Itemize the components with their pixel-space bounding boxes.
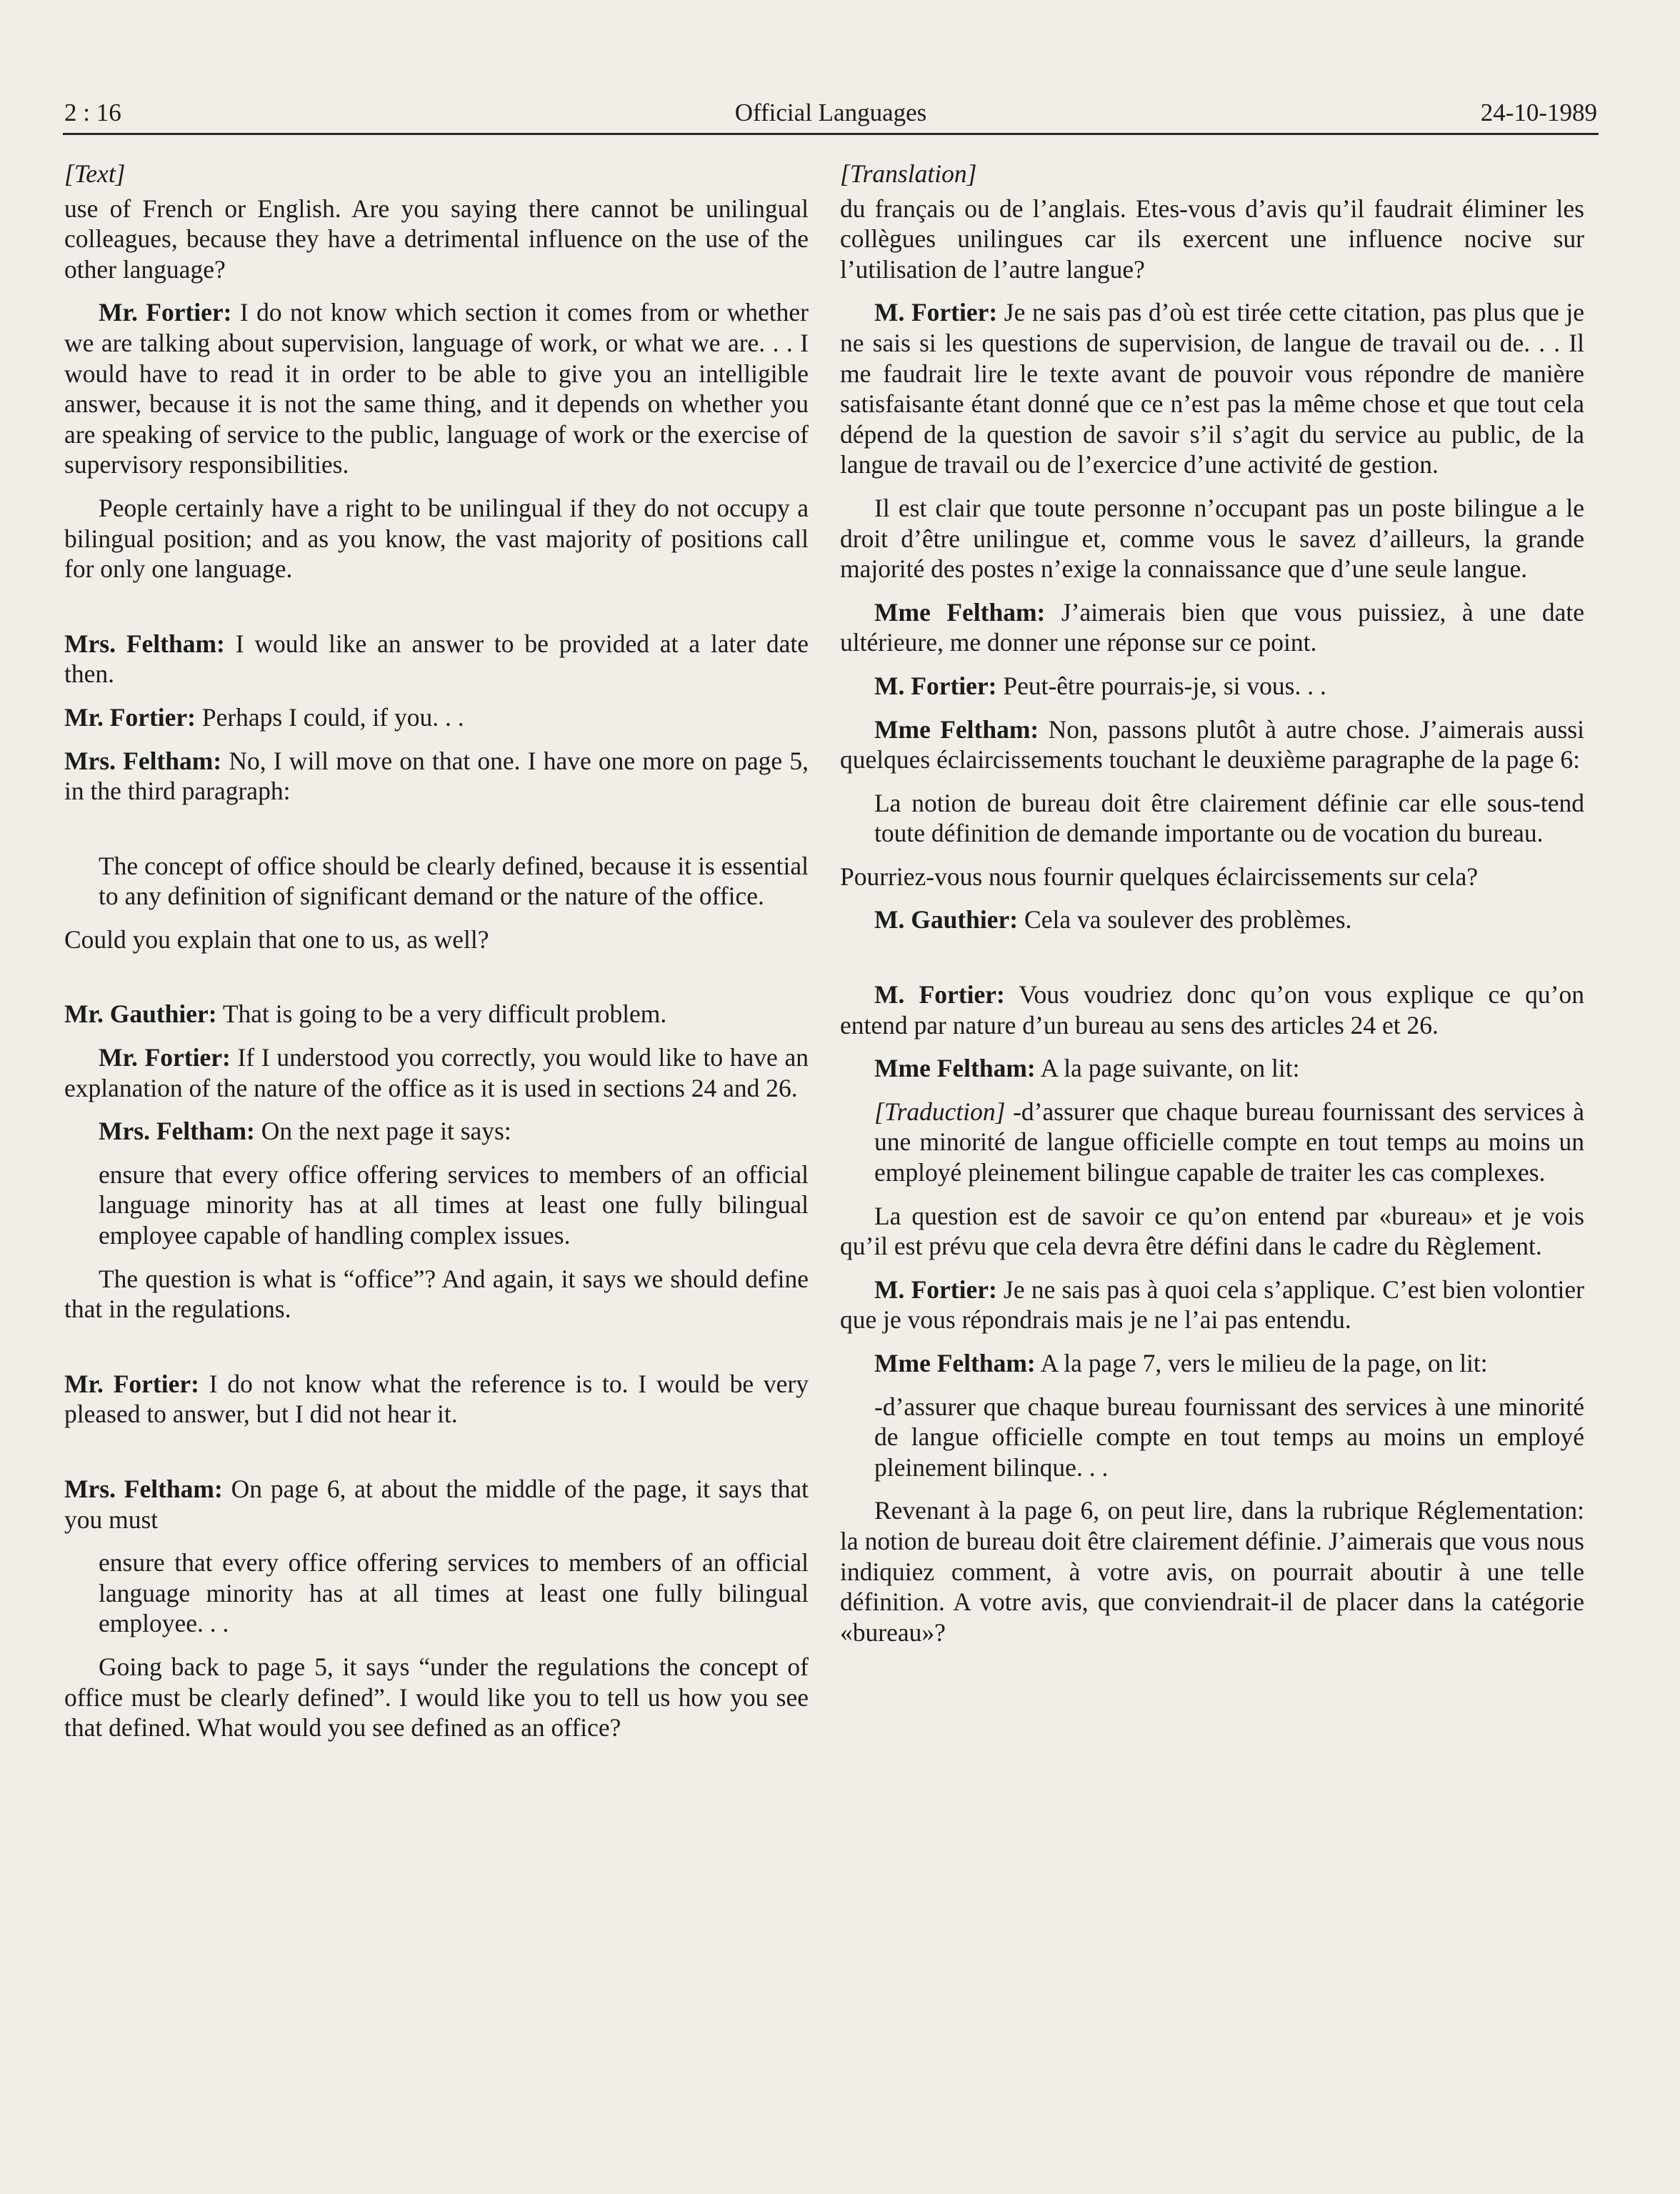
paragraph: M. Fortier: Peut-être pourrais-je, si vous. . .: [874, 671, 1326, 700]
page-number: 2 : 16: [64, 99, 121, 126]
speaker-name: Mr. Fortier:: [99, 298, 232, 327]
speaker-name: Mme Feltham:: [874, 597, 1046, 627]
speaker-name: M. Fortier:: [874, 298, 998, 327]
block-quote: [Traduction] -d’assurer que chaque bureau fournissant des services à une minorité de langue officielle compte en tout temps au moins un employé pleinement bilingue capable de traiter les cas complexes.: [874, 1097, 1584, 1187]
paragraph: Going back to page 5, it says “under the regulations the concept of office must be clearly defined”. I would like you to tell us how you see that defined. What would you see defined as an office?: [64, 1652, 809, 1742]
block-quote: La notion de bureau doit être clairement définie car elle sous-tend toute définition de demande importante ou de vocation du bureau.: [874, 788, 1584, 848]
paragraph: La question est de savoir ce qu’on entend par «bureau» et je vois qu’il est prévu que cela devra être défini dans le cadre du Règlement.: [840, 1201, 1584, 1261]
paragraph: Mr. Gauthier: That is going to be a very difficult problem.: [64, 999, 667, 1029]
paragraph: Mrs. Feltham: No, I will move on that one. I have one more on page 5, in the third paragraph:: [64, 746, 809, 806]
english-column: [64, 159, 809, 1743]
section-tag-translation: [Translation]: [840, 159, 977, 188]
paragraph: Could you explain that one to us, as well?: [64, 924, 489, 954]
paragraph: Mr. Fortier: I do not know what the reference is to. I would be very pleased to answer, but I did not hear it.: [64, 1369, 809, 1429]
french-column: [840, 159, 1584, 1647]
page-date: 24-10-1989: [1480, 99, 1597, 126]
paragraph: M. Fortier: Je ne sais pas d’où est tirée cette citation, pas plus que je ne sais si les questions de supervision, de langue de travail ou de. . . Il me faudrait lire le texte avant de pouvoir vous répondre de manière satisfaisante étant donné que ce n’est pas la même chose et que tout cela dépend de la question de savoir s’il s’agit du service au public, de la langue de travail ou de l’exercice d’une activité de gestion.: [840, 298, 1584, 479]
page-title: Official Languages: [734, 99, 927, 126]
paragraph: du français ou de l’anglais. Etes-vous d’avis qu’il faudrait éliminer les collègues unilingues car ils exercent une influence nocive sur l’utilisation de l’autre langue?: [840, 194, 1584, 284]
paragraph: M. Fortier: Je ne sais pas à quoi cela s’applique. C’est bien volontier que je vous répondrais mais je ne l’ai pas entendu.: [840, 1275, 1584, 1335]
paragraph: Mr. Fortier: Perhaps I could, if you. . .: [64, 702, 464, 732]
paragraph: M. Fortier: Vous voudriez donc qu’on vous explique ce qu’on entend par nature d’un bureau au sens des articles 24 et 26.: [840, 980, 1585, 1039]
paragraph: Mme Feltham: A la page 7, vers le milieu de la page, on lit:: [874, 1349, 1488, 1377]
paragraph: Mrs. Feltham: On page 6, at about the middle of the page, it says that you must: [64, 1475, 809, 1534]
block-quote: -d’assurer que chaque bureau fournissant des services à une minorité de langue officielle compte en tout temps au moins un employé pleinement bilinque. . .: [874, 1392, 1584, 1482]
paragraph: Il est clair que toute personne n’occupant pas un poste bilingue a le droit d’être unilingue et, comme vous le savez d’ailleurs, la grande majorité des postes n’exige la connaissance que d’une seule langue.: [840, 493, 1584, 584]
speaker-name: Mme Feltham:: [874, 1054, 1036, 1083]
paragraph: M. Gauthier: Cela va soulever des problèmes.: [874, 905, 1352, 934]
speaker-name: Mrs. Feltham:: [64, 746, 222, 775]
paragraph: Mr. Fortier: If I understood you correctly, you would like to have an explanation of the nature of the office as it is used in sections 24 and 26.: [64, 1043, 809, 1102]
speaker-name: Mr. Fortier:: [64, 1369, 199, 1398]
speaker-name: M. Fortier:: [874, 1275, 997, 1304]
speaker-name: M. Fortier:: [874, 671, 997, 700]
section-tag-text: [Text]: [64, 159, 126, 188]
speaker-name: Mrs. Feltham:: [64, 629, 225, 658]
paragraph: Mrs. Feltham: I would like an answer to be provided at a later date then.: [64, 629, 809, 689]
paragraph: Revenant à la page 6, on peut lire, dans la rubrique Réglementation: la notion de bureau doit être clairement définie. J’aimerais que vous nous indiquiez comment, à votre avis, on pourrait aboutir à une telle définition. A votre avis, que conviendrait-il de placer dans la catégorie «bureau»?: [840, 1496, 1584, 1647]
speaker-name: Mr. Fortier:: [99, 1043, 231, 1072]
speaker-name: Mrs. Feltham:: [99, 1117, 255, 1146]
paragraph: Pourriez-vous nous fournir quelques éclaircissements sur cela?: [840, 862, 1479, 891]
paragraph: Mme Feltham: A la page suivante, on lit:: [874, 1054, 1300, 1083]
paragraph: Mr. Fortier: I do not know which section it comes from or whether we are talking about supervision, language of work, or what we are. . . I would have to read it in order to be able to give you an intelligible answer, because it is not the same thing, and it depends on whether you are speaking of service to the public, language of work or the exercise of supervisory responsibilities.: [64, 298, 809, 479]
block-quote: ensure that every office offering services to members of an official language minority has at all times at least one fully bilingual employee. . .: [99, 1548, 809, 1638]
speaker-name: Mr. Gauthier:: [64, 999, 217, 1029]
paragraph: use of French or English. Are you saying there cannot be unilingual colleagues, because they have a detrimental influence on the use of the other language?: [64, 194, 809, 284]
paragraph: People certainly have a right to be unilingual if they do not occupy a bilingual position; and as you know, the vast majority of positions call for only one language.: [64, 493, 809, 584]
paragraph: The question is what is “office”? And again, it says we should define that in the regulations.: [64, 1264, 809, 1324]
speaker-name: Mrs. Feltham:: [64, 1475, 223, 1503]
block-quote: The concept of office should be clearly defined, because it is essential to any definition of significant demand or the nature of the office.: [99, 851, 809, 911]
speaker-name: Mme Feltham:: [874, 1349, 1036, 1377]
traduction-tag: [Traduction]: [874, 1097, 1006, 1126]
paragraph: Mme Feltham: J’aimerais bien que vous puissiez, à une date ultérieure, me donner une réponse sur ce point.: [840, 597, 1584, 657]
speaker-name: Mme Feltham:: [874, 714, 1039, 744]
paragraph: Mrs. Feltham: On the next page it says:: [99, 1117, 511, 1146]
speaker-name: Mr. Fortier:: [64, 702, 196, 732]
speaker-name: M. Gauthier:: [874, 905, 1019, 934]
speaker-name: M. Fortier:: [874, 980, 1005, 1009]
block-quote: ensure that every office offering services to members of an official language minority has at all times at least one fully bilingual employee capable of handling complex issues.: [99, 1160, 809, 1250]
paragraph: Mme Feltham: Non, passons plutôt à autre chose. J’aimerais aussi quelques éclaircissements touchant le deuxième paragraphe de la page 6:: [840, 714, 1584, 774]
page-header: [63, 93, 1599, 135]
